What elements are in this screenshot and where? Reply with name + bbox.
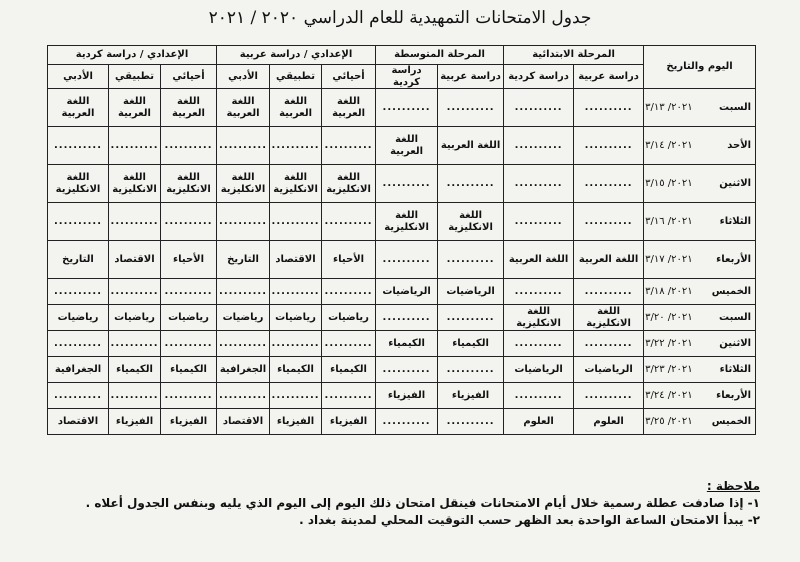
subject-cell: اللغة العربية: [504, 241, 574, 279]
day-date-cell: [644, 383, 756, 409]
subject-cell: ..........: [376, 305, 438, 331]
subject-cell: اللغة الانكليزية: [217, 165, 270, 203]
subject-cell: الرياضيات: [504, 357, 574, 383]
subject-cell: ..........: [574, 127, 644, 165]
subject-cell: ..........: [270, 383, 322, 409]
subject-cell: الرياضيات: [438, 279, 504, 305]
day-name: السبت: [719, 311, 752, 323]
subject-cell: اللغة العربية: [376, 127, 438, 165]
table-row: [48, 305, 756, 331]
subject-cell: رياضيات: [217, 305, 270, 331]
day-date-cell: [644, 127, 756, 165]
exam-date: ٢٠٢١/ ٣/٢٢: [645, 337, 693, 349]
subject-cell: اللغة العربية: [217, 89, 270, 127]
subject-cell: ..........: [270, 203, 322, 241]
table-row: [48, 89, 756, 127]
subject-cell: اللغة العربية: [322, 89, 376, 127]
subject-cell: الجغرافية: [48, 357, 109, 383]
day-name: الأربعاء: [716, 253, 752, 265]
subject-cell: اللغة الانكليزية: [376, 203, 438, 241]
subject-cell: ..........: [217, 203, 270, 241]
subject-cell: الفيزياء: [270, 409, 322, 435]
table-row: [48, 165, 756, 203]
note-item: ٢- يبدأ الامتحان الساعة الواحدة بعد الظهر حسب التوقيت المحلي لمدينة بغداد .: [299, 513, 760, 527]
subject-cell: الكيمياء: [270, 357, 322, 383]
subject-cell: اللغة العربية: [48, 89, 109, 127]
day-name: السبت: [719, 101, 752, 113]
day-date-cell: [644, 203, 756, 241]
subject-cell: ..........: [109, 331, 161, 357]
subject-cell: الكيمياء: [322, 357, 376, 383]
sub-header: تطبيقي: [270, 65, 322, 89]
subject-cell: رياضيات: [109, 305, 161, 331]
subject-cell: ..........: [438, 357, 504, 383]
subject-cell: ..........: [270, 127, 322, 165]
group-header-prep-kurdish: الإعدادي / دراسة كردية: [48, 46, 217, 65]
day-date-cell: [644, 279, 756, 305]
exam-date: ٢٠٢١/ ٣/١٣: [645, 101, 693, 113]
subject-cell: ..........: [438, 409, 504, 435]
subject-cell: الاقتصاد: [270, 241, 322, 279]
subject-cell: الكيمياء: [438, 331, 504, 357]
exam-date: ٢٠٢١/ ٣/١٧: [645, 253, 693, 265]
notes-title: ملاحظة :: [706, 479, 760, 493]
sub-header: الأدبي: [217, 65, 270, 89]
day-name: الخميس: [711, 415, 752, 427]
exam-date: ٢٠٢١/ ٣/٢٣: [645, 363, 693, 375]
subject-cell: ..........: [504, 279, 574, 305]
subject-cell: الفيزياء: [376, 383, 438, 409]
subject-cell: الأحياء: [322, 241, 376, 279]
subject-cell: ..........: [161, 127, 217, 165]
subject-cell: ..........: [574, 165, 644, 203]
subject-cell: ..........: [48, 383, 109, 409]
subject-cell: ..........: [376, 89, 438, 127]
subject-cell: ..........: [217, 331, 270, 357]
day-date-cell: [644, 409, 756, 435]
subject-cell: اللغة الانكليزية: [322, 165, 376, 203]
subject-cell: اللغة العربية: [438, 127, 504, 165]
exam-schedule-table: [47, 45, 756, 435]
sub-header: أحيائي: [322, 65, 376, 89]
subject-cell: الأحياء: [161, 241, 217, 279]
subject-cell: ..........: [376, 409, 438, 435]
subject-cell: ..........: [376, 165, 438, 203]
sub-header: دراسة عربية: [574, 65, 644, 89]
subject-cell: العلوم: [504, 409, 574, 435]
subject-cell: ..........: [574, 89, 644, 127]
subject-cell: رياضيات: [48, 305, 109, 331]
subject-cell: ..........: [574, 203, 644, 241]
subject-cell: ..........: [217, 127, 270, 165]
subject-cell: ..........: [322, 203, 376, 241]
subject-cell: الرياضيات: [574, 357, 644, 383]
subject-cell: ..........: [322, 383, 376, 409]
subject-cell: الفيزياء: [438, 383, 504, 409]
subject-cell: ..........: [504, 127, 574, 165]
exam-date: ٢٠٢١/ ٣/١٦: [645, 215, 693, 227]
subject-cell: الكيمياء: [376, 331, 438, 357]
exam-date: ٢٠٢١/ ٣/٢٥: [645, 415, 693, 427]
subject-cell: ..........: [161, 331, 217, 357]
subject-cell: ..........: [574, 383, 644, 409]
subject-cell: اللغة العربية: [270, 89, 322, 127]
sub-header: دراسة كردية: [504, 65, 574, 89]
day-name: الاثنين: [719, 177, 752, 189]
subject-cell: ..........: [217, 279, 270, 305]
subject-cell: التاريخ: [48, 241, 109, 279]
subject-cell: ..........: [161, 203, 217, 241]
subject-cell: رياضيات: [161, 305, 217, 331]
exam-date: ٢٠٢١/ ٣/١٨: [645, 285, 693, 297]
subject-cell: ..........: [574, 331, 644, 357]
subject-cell: اللغة الانكليزية: [504, 305, 574, 331]
day-name: الثلاثاء: [719, 363, 752, 375]
day-date-header: اليوم والتاريخ: [644, 46, 756, 89]
subject-cell: ..........: [504, 383, 574, 409]
table-row: [48, 127, 756, 165]
exam-date: ٢٠٢١/ ٣/٢٤: [645, 389, 693, 401]
table-row: [48, 383, 756, 409]
subject-cell: ..........: [161, 279, 217, 305]
exam-date: ٢٠٢١/ ٣/١٥: [645, 177, 693, 189]
subject-cell: الفيزياء: [109, 409, 161, 435]
table-row: [48, 409, 756, 435]
day-date-cell: [644, 305, 756, 331]
subject-cell: ..........: [438, 165, 504, 203]
subject-cell: اللغة الانكليزية: [161, 165, 217, 203]
day-name: الخميس: [711, 285, 752, 297]
subject-cell: ..........: [438, 241, 504, 279]
table-row: [48, 279, 756, 305]
subject-cell: اللغة العربية: [109, 89, 161, 127]
subject-cell: الجغرافية: [217, 357, 270, 383]
subject-cell: اللغة الانكليزية: [270, 165, 322, 203]
subject-cell: رياضيات: [270, 305, 322, 331]
table-row: [48, 357, 756, 383]
subject-cell: اللغة العربية: [161, 89, 217, 127]
day-name: الأربعاء: [716, 389, 752, 401]
subject-cell: ..........: [504, 331, 574, 357]
subject-cell: ..........: [109, 203, 161, 241]
sub-header: دراسة عربية: [438, 65, 504, 89]
schedule-body: [48, 89, 756, 435]
day-name: الثلاثاء: [719, 215, 752, 227]
subject-cell: الكيمياء: [161, 357, 217, 383]
note-item: ١- إذا صادفت عطلة رسمية خلال أيام الامتحانات فينقل امتحان ذلك اليوم إلى اليوم الذي يليه وبنفس الجدول أعلاه .: [85, 496, 760, 510]
subject-cell: ..........: [322, 127, 376, 165]
sub-header: أحيائي: [161, 65, 217, 89]
subject-cell: الاقتصاد: [217, 409, 270, 435]
table-row: [48, 331, 756, 357]
subject-cell: الفيزياء: [322, 409, 376, 435]
group-header-prep-arabic: الإعدادي / دراسة عربية: [217, 46, 376, 65]
subject-cell: ..........: [270, 279, 322, 305]
subject-cell: ..........: [109, 383, 161, 409]
subject-cell: اللغة العربية: [574, 241, 644, 279]
subject-cell: التاريخ: [217, 241, 270, 279]
day-date-cell: [644, 241, 756, 279]
subject-cell: ..........: [504, 203, 574, 241]
subject-cell: ..........: [48, 127, 109, 165]
subject-cell: العلوم: [574, 409, 644, 435]
subject-cell: الفيزياء: [161, 409, 217, 435]
subject-cell: ..........: [109, 127, 161, 165]
subject-cell: اللغة الانكليزية: [438, 203, 504, 241]
subject-cell: الاقتصاد: [48, 409, 109, 435]
day-name: الاثنين: [719, 337, 752, 349]
subject-cell: الكيمياء: [109, 357, 161, 383]
subject-cell: ..........: [322, 331, 376, 357]
subject-cell: ..........: [109, 279, 161, 305]
sub-header: الأدبي: [48, 65, 109, 89]
day-name: الأحد: [727, 139, 752, 151]
day-date-cell: [644, 165, 756, 203]
subject-cell: اللغة الانكليزية: [574, 305, 644, 331]
group-header-intermediate: المرحلة المتوسطة: [376, 46, 504, 65]
exam-date: ٢٠٢١/ ٣/٢٠: [645, 311, 693, 323]
subject-cell: ..........: [270, 331, 322, 357]
subject-cell: ..........: [376, 357, 438, 383]
subject-cell: ..........: [438, 305, 504, 331]
subject-cell: ..........: [438, 89, 504, 127]
day-date-cell: [644, 357, 756, 383]
notes-section: [40, 478, 760, 529]
group-header-primary: المرحلة الابتدائية: [504, 46, 644, 65]
subject-cell: ..........: [48, 203, 109, 241]
subject-cell: اللغة الانكليزية: [48, 165, 109, 203]
page-title: جدول الامتحانات التمهيدية للعام الدراسي ٢٠٢٠ / ٢٠٢١: [208, 8, 592, 28]
subject-cell: ..........: [504, 165, 574, 203]
subject-cell: ..........: [48, 331, 109, 357]
day-date-cell: [644, 89, 756, 127]
subject-cell: رياضيات: [322, 305, 376, 331]
table-row: [48, 241, 756, 279]
subject-cell: ..........: [504, 89, 574, 127]
subject-cell: ..........: [376, 241, 438, 279]
day-date-cell: [644, 331, 756, 357]
subject-cell: ..........: [161, 383, 217, 409]
sub-header: تطبيقي: [109, 65, 161, 89]
table-row: [48, 203, 756, 241]
group-header-row: [48, 46, 756, 65]
subject-cell: ..........: [574, 279, 644, 305]
subject-cell: الاقتصاد: [109, 241, 161, 279]
subject-cell: ..........: [322, 279, 376, 305]
subject-cell: الرياضيات: [376, 279, 438, 305]
subject-cell: ..........: [48, 279, 109, 305]
subject-cell: ..........: [217, 383, 270, 409]
subject-cell: اللغة الانكليزية: [109, 165, 161, 203]
sub-header: دراسة كردية: [376, 65, 438, 89]
exam-date: ٢٠٢١/ ٣/١٤: [645, 139, 693, 151]
